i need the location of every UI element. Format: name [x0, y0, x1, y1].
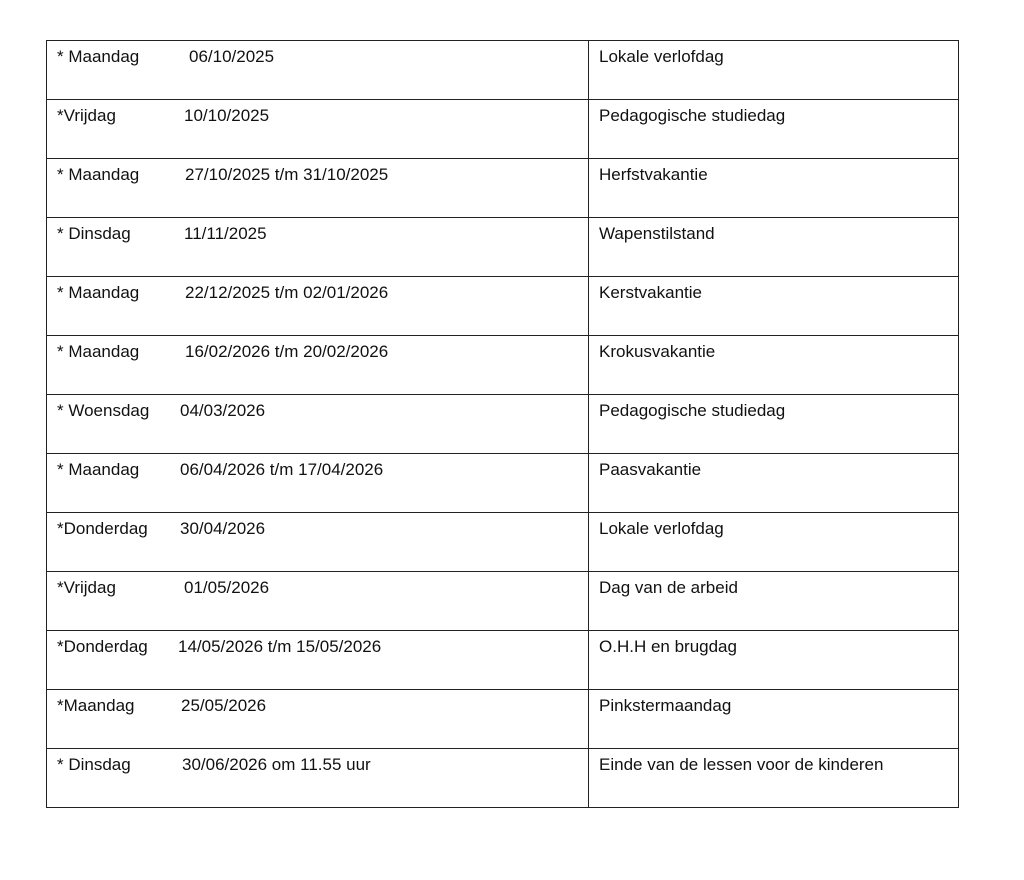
- date-cell: [47, 690, 589, 749]
- date-cell: [47, 218, 589, 277]
- table-row: [47, 690, 959, 749]
- weekday-label: *Vrijdag: [57, 106, 116, 125]
- date-value: 30/06/2026 om 11.55 uur: [182, 755, 371, 774]
- weekday-label: * Maandag: [57, 47, 140, 66]
- event-cell: Krokusvakantie: [589, 336, 959, 395]
- weekday-label: * Maandag: [57, 165, 140, 184]
- event-cell: Einde van de lessen voor de kinderen: [589, 749, 959, 808]
- event-cell: Pinkstermaandag: [589, 690, 959, 749]
- event-cell: Kerstvakantie: [589, 277, 959, 336]
- table-row: [47, 454, 959, 513]
- school-calendar-table: [46, 40, 959, 808]
- date-value: 11/11/2025: [184, 224, 267, 243]
- event-cell: Pedagogische studiedag: [589, 100, 959, 159]
- weekday-label: * Dinsdag: [57, 224, 131, 243]
- event-cell: Herfstvakantie: [589, 159, 959, 218]
- weekday-label: * Maandag: [57, 342, 140, 361]
- event-cell: Pedagogische studiedag: [589, 395, 959, 454]
- date-cell: [47, 513, 589, 572]
- date-cell: [47, 631, 589, 690]
- weekday-label: *Donderdag: [57, 519, 148, 538]
- date-value: 10/10/2025: [184, 106, 270, 125]
- table-row: [47, 631, 959, 690]
- weekday-label: * Woensdag: [57, 401, 150, 420]
- table-row: [47, 218, 959, 277]
- event-cell: Lokale verlofdag: [589, 41, 959, 100]
- weekday-label: *Donderdag: [57, 637, 148, 656]
- date-value: 06/10/2025: [189, 47, 275, 66]
- date-value: 30/04/2026: [180, 519, 266, 538]
- date-cell: [47, 395, 589, 454]
- date-cell: [47, 41, 589, 100]
- table-row: [47, 395, 959, 454]
- event-cell: Wapenstilstand: [589, 218, 959, 277]
- table-row: [47, 513, 959, 572]
- date-cell: [47, 159, 589, 218]
- date-value: 25/05/2026: [181, 696, 267, 715]
- date-value: 16/02/2026 t/m 20/02/2026: [185, 342, 389, 361]
- date-value: 06/04/2026 t/m 17/04/2026: [180, 460, 384, 479]
- date-cell: [47, 572, 589, 631]
- event-cell: O.H.H en brugdag: [589, 631, 959, 690]
- weekday-label: * Maandag: [57, 460, 140, 479]
- date-value: 22/12/2025 t/m 02/01/2026: [185, 283, 389, 302]
- date-cell: [47, 336, 589, 395]
- table-row: [47, 41, 959, 100]
- weekday-label: * Maandag: [57, 283, 140, 302]
- date-cell: [47, 100, 589, 159]
- event-cell: Lokale verlofdag: [589, 513, 959, 572]
- date-value: 01/05/2026: [184, 578, 270, 597]
- table-row: [47, 749, 959, 808]
- table-row: [47, 277, 959, 336]
- table-row: [47, 159, 959, 218]
- date-cell: [47, 454, 589, 513]
- event-cell: Dag van de arbeid: [589, 572, 959, 631]
- table-row: [47, 336, 959, 395]
- date-value: 04/03/2026: [180, 401, 266, 420]
- date-cell: [47, 749, 589, 808]
- table-row: [47, 100, 959, 159]
- table-row: [47, 572, 959, 631]
- event-cell: Paasvakantie: [589, 454, 959, 513]
- date-value: 27/10/2025 t/m 31/10/2025: [185, 165, 389, 184]
- date-value: 14/05/2026 t/m 15/05/2026: [178, 637, 382, 656]
- weekday-label: *Maandag: [57, 696, 135, 715]
- weekday-label: *Vrijdag: [57, 578, 116, 597]
- weekday-label: * Dinsdag: [57, 755, 131, 774]
- date-cell: [47, 277, 589, 336]
